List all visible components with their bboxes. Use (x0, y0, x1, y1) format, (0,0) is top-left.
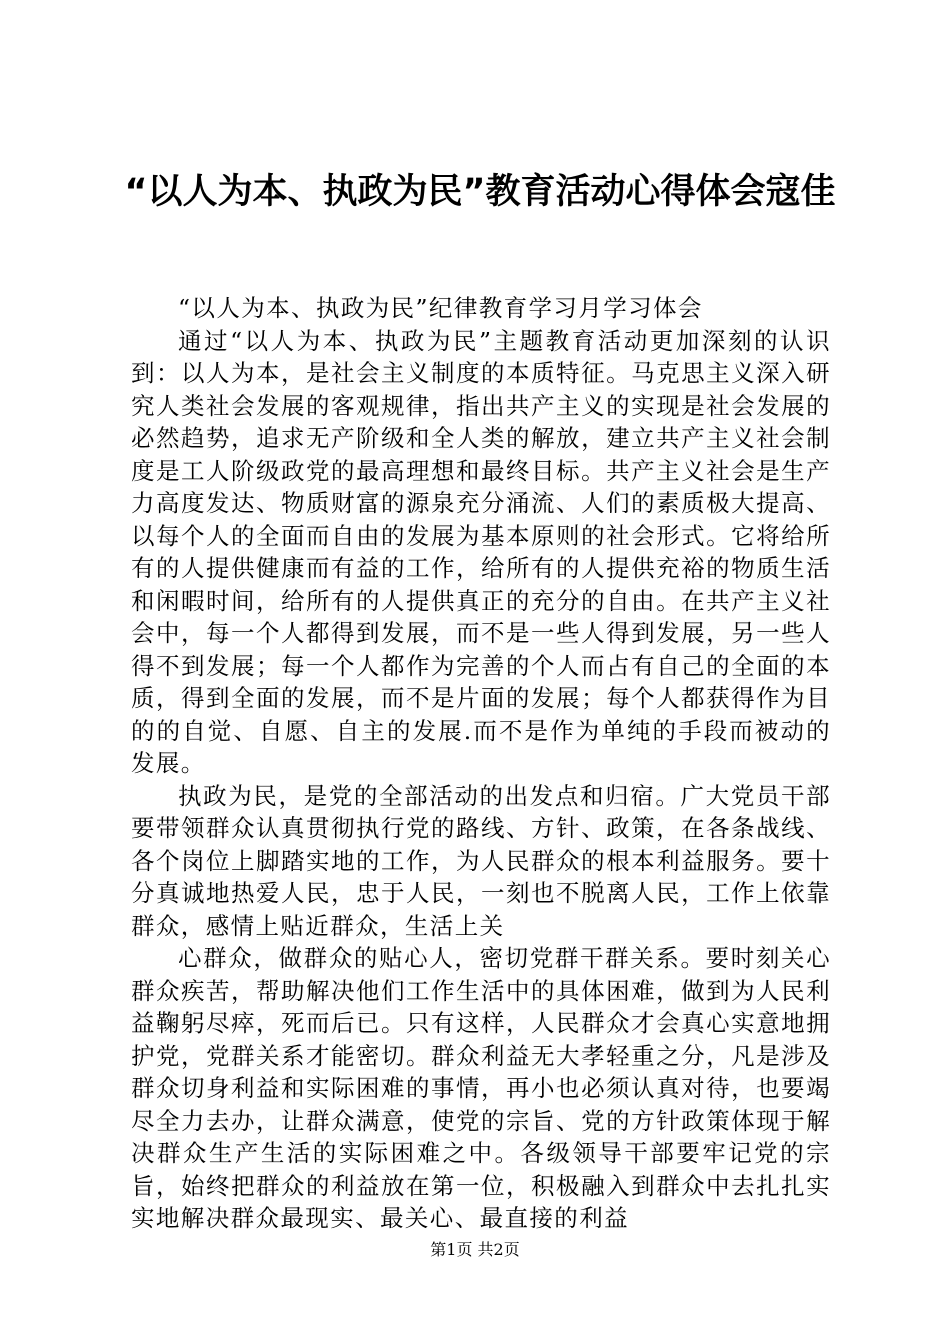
body-paragraph-3: 心群众，做群众的贴心人，密切党群干群关系。要时刻关心群众疾苦，帮助解决他们工作生活中的具体困难，做到为人民利益鞠躬尽瘁，死而后已。只有这样，人民群众才会真心实意地拥护党，党群关系才能密切。群众利益无大孝轻重之分，凡是涉及群众切身利益和实际困难的事情，再小也必须认真对待，也要竭尽全力去办，让群众满意，使党的宗旨、党的方针政策体现于解决群众生产生活的实际困难之中。各级领导干部要牢记党的宗旨，始终把群众的利益放在第一位，积极融入到群众中去扎扎实实地解决群众最现实、最关心、最直接的利益 (131, 944, 831, 1232)
document-title: “以人为本、执政为民”教育活动心得体会寇佳 (124, 172, 836, 212)
body-paragraph-2: 执政为民，是党的全部活动的出发点和归宿。广大党员干部要带领群众认真贯彻执行党的路线、方针、政策，在各条战线、各个岗位上脚踏实地的工作，为人民群众的根本利益服务。要十分真诚地热爱人民，忠于人民，一刻也不脱离人民，工作上依靠群众，感情上贴近群众，生活上关 (131, 781, 831, 940)
document-body (131, 292, 831, 1235)
subtitle-paragraph: “以人为本、执政为民”纪律教育学习月学习体会 (178, 294, 703, 322)
page-footer: 第1页 共2页 (430, 1240, 520, 1259)
body-paragraph-1: 通过“以人为本、执政为民”主题教育活动更加深刻的认识到：以人为本，是社会主义制度的本质特征。马克思主义深入研究人类社会发展的客观规律，指出共产主义的实现是社会发展的必然趋势，追求无产阶级和全人类的解放，建立共产主义社会制度是工人阶级政党的最高理想和最终目标。共产主义社会是生产力高度发达、物质财富的源泉充分涌流、人们的素质极大提高、以每个人的全面而自由的发展为基本原则的社会形式。它将给所有的人提供健康而有益的工作，给所有的人提供充裕的物质生活和闲暇时间，给所有的人提供真正的充分的自由。在共产主义社会中，每一个人都得到发展，而不是一些人得到发展，另一些人得不到发展；每一个人都作为完善的个人而占有自己的全面的本质，得到全面的发展，而不是片面的发展；每个人都获得作为目的的自觉、自愿、自主的发展.而不是作为单纯的手段而被动的发展。 (131, 326, 831, 777)
